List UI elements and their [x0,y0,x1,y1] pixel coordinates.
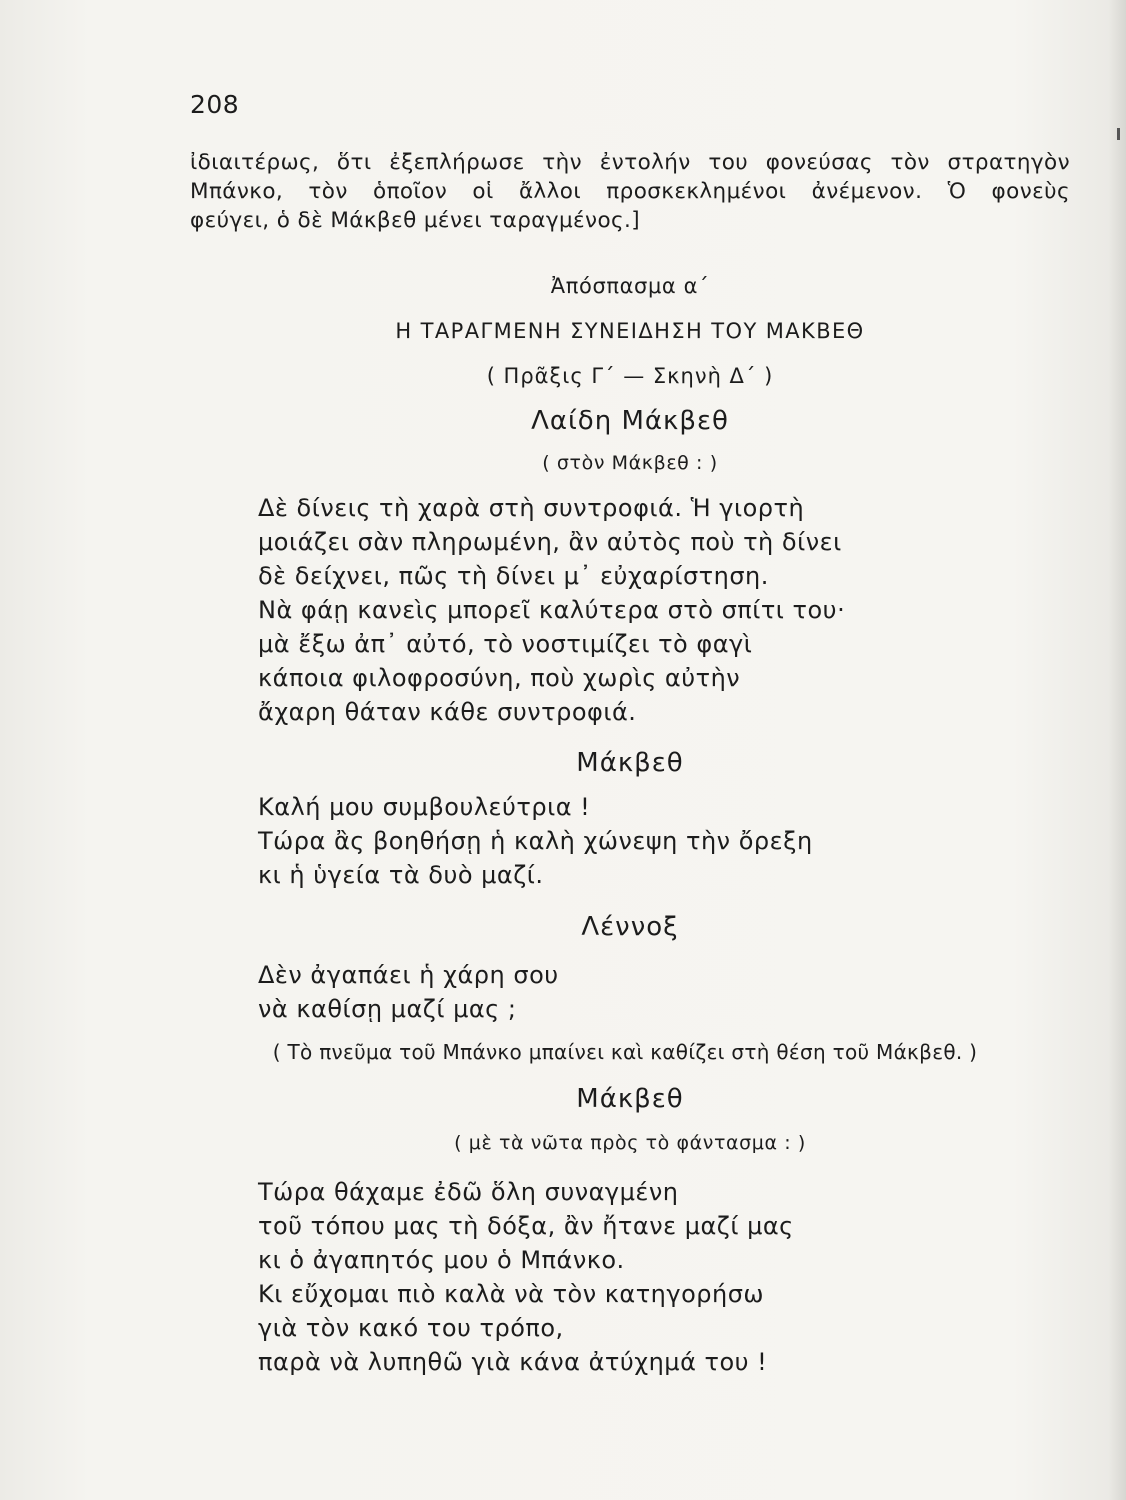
verse-line: Κι εὔχομαι πιὸ καλὰ νὰ τὸν κατηγορήσω [258,1280,765,1308]
speaker-lady-macbeth: Λαίδη Μάκβεθ [531,406,729,436]
verse-line: Δὲν ἀγαπάει ἡ χάρη σου [258,961,559,989]
verse-line: μοιάζει σὰν πληρωμένη, ἂν αὐτὸς ποὺ τὴ δίνει [258,528,842,556]
verse-line: ἄχαρη θάταν κάθε συντροφιά. [258,698,637,726]
verse-line: Δὲ δίνεις τὴ χαρὰ στὴ συντροφιά. Ἡ γιορτὴ [258,494,805,522]
page-number: 208 [190,90,240,119]
excerpt-title: Η ΤΑΡΑΓΜΕΝΗ ΣΥΝΕΙΔΗΣΗ ΤΟΥ ΜΑΚΒΕΘ [395,319,865,343]
speaker-macbeth: Μάκβεθ [576,748,684,778]
verse-line: κάποια φιλοφροσύνη, ποὺ χωρὶς αὐτὴν [258,664,741,692]
stage-direction: ( στὸν Μάκβεθ : ) [542,452,718,474]
verse-line: μὰ ἔξω ἀπ᾽ αὐτό, τὸ νοστιμίζει τὸ φαγὶ [258,630,753,658]
verse-line: Καλή μου συμβουλεύτρια ! [258,793,591,821]
intro-line: Μπάνκο, τὸν ὁποῖον οἱ ἄλλοι προσκεκλημένοι ἀνέμενον. Ὁ φονεὺς [190,179,1070,204]
speaker-lennox: Λέννοξ [581,912,679,942]
intro-paragraph [190,148,1070,235]
verse-block-macbeth [258,790,813,892]
verse-block-lennox [258,958,559,1026]
verse-line: κι ὁ ἀγαπητός μου ὁ Μπάνκο. [258,1246,625,1274]
verse-line: Τώρα θάχαμε ἐδῶ ὅλη συναγμένη [258,1178,679,1206]
edge-mark [1117,128,1120,140]
stage-direction-ghost: ( Τὸ πνεῦμα τοῦ Μπάνκο μπαίνει καὶ καθίζει στὴ θέση τοῦ Μάκβεθ. ) [272,1040,978,1064]
verse-line: νὰ καθίσῃ μαζί μας ; [258,995,517,1023]
verse-line: κι ἡ ὑγεία τὰ δυὸ μαζί. [258,861,544,889]
verse-block-lady-macbeth [258,491,845,729]
stage-direction: ( μὲ τὰ νῶτα πρὸς τὸ φάντασμα : ) [454,1132,806,1154]
verse-line: τοῦ τόπου μας τὴ δόξα, ἂν ἤτανε μαζί μας [258,1212,794,1240]
spine-shadow [1108,0,1126,1500]
verse-line: Νὰ φάῃ κανεὶς μπορεῖ καλύτερα στὸ σπίτι του· [258,596,846,624]
speaker-macbeth: Μάκβεθ [576,1084,684,1114]
verse-block-macbeth-2 [258,1175,794,1379]
intro-line: φεύγει, ὁ δὲ Μάκβεθ μένει ταραγμένος.] [190,208,641,233]
intro-line: ἰδιαιτέρως, ὅτι ἐξεπλήρωσε τὴν ἐντολήν του φονεύσας τὸν στρατηγὸν [190,150,1070,175]
excerpt-label: Ἀπόσπασμα α΄ [550,274,710,298]
verse-line: Τώρα ἂς βοηθήσῃ ἡ καλὴ χώνεψη τὴν ὄρεξη [258,827,813,855]
verse-line: δὲ δείχνει, πῶς τὴ δίνει μ᾽ εὐχαρίστηση. [258,562,769,590]
verse-line: γιὰ τὸν κακό του τρόπο, [258,1314,564,1342]
act-scene-heading: ( Πρᾶξις Γ΄ — Σκηνὴ Δ΄ ) [486,364,774,388]
verse-line: παρὰ νὰ λυπηθῶ γιὰ κάνα ἀτύχημά του ! [258,1348,768,1376]
